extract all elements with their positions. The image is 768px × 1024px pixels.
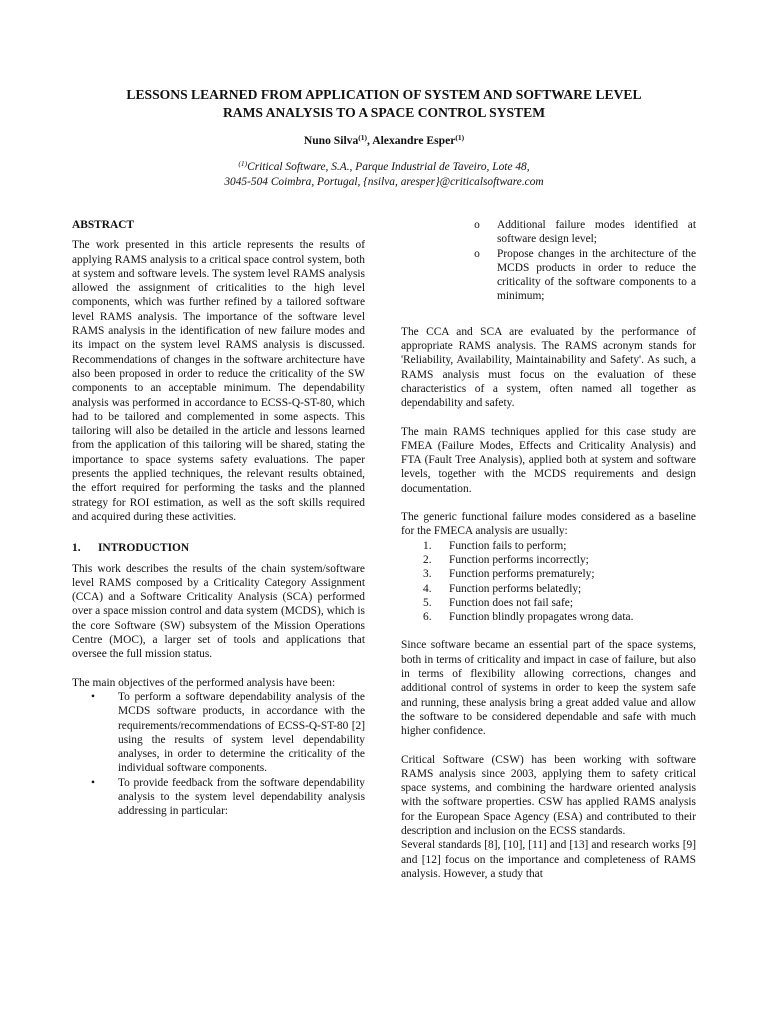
list-item-text: Function performs incorrectly; — [449, 553, 589, 566]
author-name: Nuno Silva — [303, 134, 359, 147]
list-number: 5. — [423, 596, 432, 609]
title-line-2: RAMS ANALYSIS TO A SPACE CONTROL SYSTEM — [222, 105, 546, 120]
list-item — [401, 247, 696, 304]
list-number: 1. — [423, 539, 432, 552]
list-item-text: Function blindly propagates wrong data. — [449, 611, 634, 624]
body-paragraph: The main RAMS techniques applied for this case study are FMEA (Failure Modes, Effects and Criticality Analysis) and FTA (Fault Tree Analysis), applied both at system and software levels, together with the MCDS requirements and design documentation. — [401, 425, 696, 495]
list-item-text: Additional failure modes identified at software design level; — [497, 219, 696, 246]
list-item — [401, 218, 696, 247]
title-line-1: LESSONS LEARNED FROM APPLICATION OF SYSTEM AND SOFTWARE LEVEL — [126, 87, 642, 102]
list-item — [72, 690, 365, 776]
paper-title — [60, 86, 708, 122]
author-list — [60, 134, 708, 147]
list-number: 2. — [423, 553, 432, 566]
affiliation-line-2: 3045-504 Coimbra, Portugal, {nsilva, aresper}@criticalsoftware.com — [224, 176, 544, 188]
list-number: 6. — [423, 611, 432, 624]
right-column — [401, 218, 696, 881]
list-number: 4. — [423, 582, 432, 595]
section-title: INTRODUCTION — [98, 542, 190, 555]
author-name: Alexandre Esper — [372, 134, 456, 147]
objectives-list — [72, 690, 365, 819]
list-item-text: Function fails to perform; — [449, 539, 567, 552]
author-separator: , — [367, 134, 373, 147]
body-paragraph: Since software became an essential part of the space systems, both in terms of criticality and impact in case of failure, but also in terms of flexibility allowing corrections, changes and additional control of systems in order to keep the system safe and running, these analysis bring a great added value and allow the software to be considered dependable and safe with much higher confidence. — [401, 639, 696, 738]
affiliation-line-1 — [60, 160, 708, 175]
list-item-text: Function does not fail safe; — [449, 596, 574, 609]
bullet-marker: • — [91, 690, 95, 703]
list-item — [72, 776, 365, 819]
body-paragraph: Critical Software (CSW) has been working with software RAMS analysis since 2003, applying them to safety critical space systems, and combining the hardware oriented analysis with the software properties. CSW has applied RAMS analysis for the European Space Agency (ESA) and contributed to their description and inclusion on the ECSS standards. — [401, 753, 696, 837]
list-number: 3. — [423, 568, 432, 581]
failure-modes-list — [401, 539, 696, 625]
list-item — [401, 596, 696, 610]
intro-paragraph: The main objectives of the performed analysis have been: — [72, 676, 336, 689]
list-item-text: To provide feedback from the software dependability analysis to the system level dependability analysis addressing in particular: — [118, 776, 365, 818]
body-paragraph: The CCA and SCA are evaluated by the performance of appropriate RAMS analysis. The RAMS acronym stands for 'Reliability, Availability, Maintainability and Safety'. As such, a RAMS analysis must focus on the evaluation of these characteristics of a system, often named all together as dependability and safety. — [401, 325, 696, 410]
list-item-text: To perform a software dependability analysis of the MCDS software products, in accordance with the requirements/recommendations of ECSS-Q-ST-80 [2] using the results of system level dependability analyses, in order to determine the criticality of the individual software components. — [118, 690, 365, 775]
left-column — [72, 218, 365, 819]
list-item — [401, 539, 696, 553]
bullet-marker: • — [91, 776, 95, 789]
list-item-text: Propose changes in the architecture of the MCDS products in order to reduce the criticality of the software components to a minimum; — [497, 247, 696, 303]
section-heading-introduction — [72, 541, 365, 555]
affiliation-mark: (1) — [238, 159, 248, 168]
list-item-text: Function performs belatedly; — [449, 582, 582, 595]
sub-objectives-list — [401, 218, 696, 304]
affiliation-text: Critical Software, S.A., Parque Industrial de Taveiro, Lote 48, — [247, 161, 530, 173]
body-paragraph: Several standards [8], [10], [11] and [13] and research works [9] and [12] focus on the importance and completeness of RAMS analysis. However, a study that — [401, 839, 696, 880]
affiliation — [60, 160, 708, 190]
affiliation-mark: (1) — [455, 133, 465, 142]
list-item — [401, 582, 696, 596]
intro-paragraph: This work describes the results of the chain system/software level RAMS composed by a Criticality Category Assignment (CCA) and a Software Criticality Analysis (SCA) performed over a space mission control and data system (MCDS), which is the core Software (SW) subsystem of the Mission Operations Centre (MOC), a larger set of tools and applications that oversee the full mission status. — [72, 562, 365, 661]
list-item — [401, 610, 696, 624]
body-paragraph: The generic functional failure modes considered as a baseline for the FMECA analysis are usually: — [401, 511, 696, 538]
bullet-marker: o — [474, 247, 480, 260]
bullet-marker: o — [474, 219, 480, 231]
list-item-text: Function performs prematurely; — [449, 568, 595, 581]
section-number: 1. — [72, 542, 81, 555]
abstract-heading: ABSTRACT — [72, 219, 135, 231]
abstract-text: The work presented in this article represents the results of applying RAMS analysis to a critical space control system, both at system and software levels. The system level RAMS analysis allowed the assignment of criticalities to the high level components, which was further refined by a tailored software level RAMS analysis. The importance of the software level RAMS analysis in the identification of new failure modes and its impact on the system level RAMS analysis is discussed. Recommendations of changes in the software architecture have also been proposed in order to reduce the criticality of the SW components to an acceptable minimum. The dependability analysis was performed in accordance to ECSS-Q-ST-80, which had to be tailored and complemented in some aspects. This tailoring will also be detailed in the article and lessons learned from the application of this tailoring will be shared, stating the importance to space systems safety evaluations. The paper presents the applied techniques, the relevant results obtained, the effort required for performing the tasks and the planned strategy for ROI estimation, as well as the soft skills required and acquired during these activities. — [72, 239, 365, 523]
list-item — [401, 567, 696, 581]
list-item — [401, 553, 696, 567]
affiliation-mark: (1) — [358, 133, 368, 142]
